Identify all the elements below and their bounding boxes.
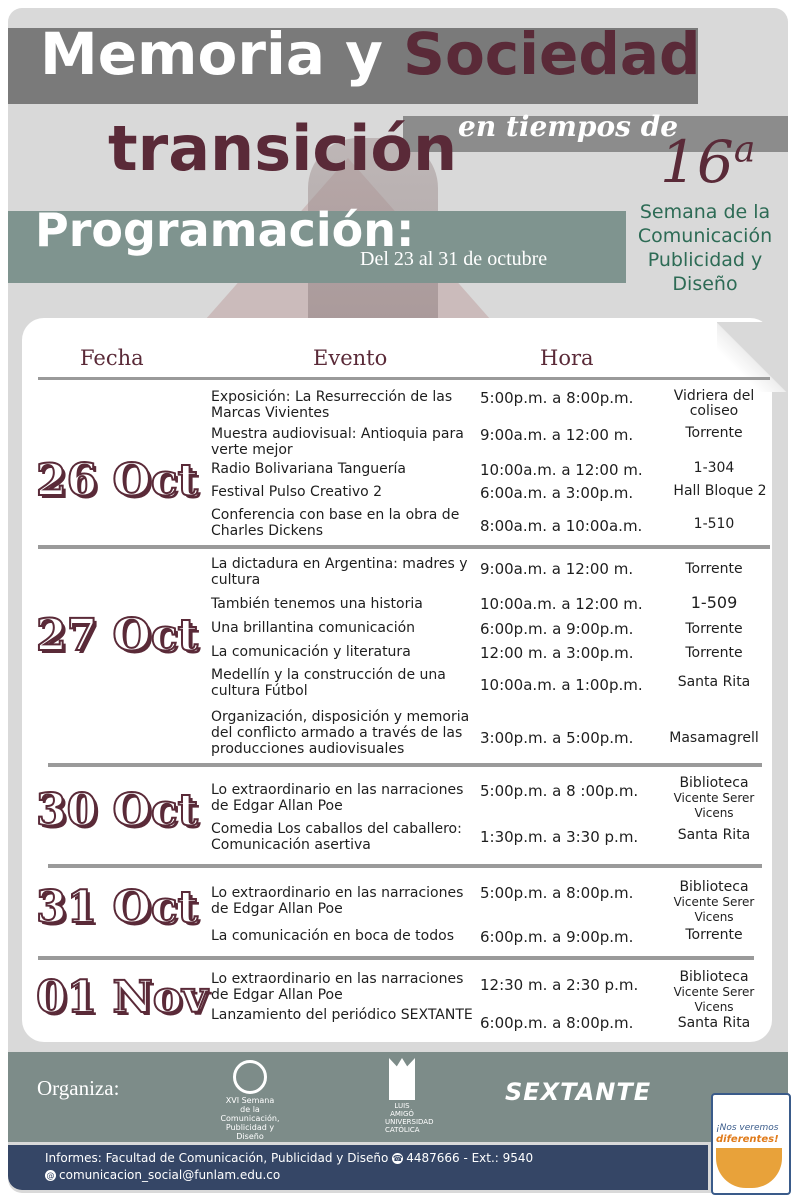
event-item: Lo extraordinario en las narraciones de Edgar Allan Poe <box>211 782 464 814</box>
semana-logo-text: XVI Semana de la Comunicación, Publicidad y Diseño <box>220 1096 280 1141</box>
event-place: Santa Rita <box>677 1015 751 1031</box>
event-item: La comunicación y literatura <box>211 644 411 660</box>
place-main: Biblioteca <box>679 969 749 985</box>
event-place <box>655 776 773 821</box>
event-time: 9:00a.m. a 12:00 m. <box>480 560 634 578</box>
semana-logo-icon <box>233 1060 267 1094</box>
info-text: Informes: Facultad de Comunicación, Publicidad y Diseño <box>45 1151 389 1165</box>
place-detail: Vicente Serer Vicens <box>673 985 755 1014</box>
section-title: Programación: <box>35 203 415 257</box>
col-header-fecha: Fecha <box>80 346 144 370</box>
semana-logo <box>220 1060 280 1141</box>
badge-line2: diferentes! <box>716 1134 779 1145</box>
event-item: Festival Pulso Creativo 2 <box>211 484 383 500</box>
event-time: 5:00p.m. a 8:00p.m. <box>480 884 634 902</box>
date-31-oct: 31 Oct <box>36 882 198 933</box>
amigo-logo-icon <box>389 1058 415 1100</box>
col-header-evento: Evento <box>313 346 388 370</box>
place-main: Biblioteca <box>679 775 749 791</box>
organiza-label: Organiza: <box>37 1076 120 1100</box>
day-divider <box>48 864 762 868</box>
event-place: 1-304 <box>693 460 735 476</box>
edition-number <box>660 128 755 196</box>
event-time: 6:00p.m. a 9:00p.m. <box>480 928 634 946</box>
event-place: Torrente <box>685 621 743 637</box>
event-place: Torrente <box>685 927 743 943</box>
event-item: Medellín y la construcción de una cultura Fútbol <box>211 667 446 699</box>
event-item: También tenemos una historia <box>211 596 423 612</box>
event-item: Exposición: La Resurrección de las Marcas Vivientes <box>211 389 453 421</box>
event-item: Lo extraordinario en las narraciones de Edgar Allan Poe <box>211 885 464 917</box>
event-time: 10:00a.m. a 12:00 m. <box>480 461 643 479</box>
event-place <box>655 880 773 925</box>
email-icon: @ <box>46 1171 55 1180</box>
event-place <box>655 970 773 1015</box>
page-curl <box>717 322 787 392</box>
date-01-nov: 01 Nov <box>36 972 208 1023</box>
place-main: Biblioteca <box>679 879 749 895</box>
event-time: 12:00 m. a 3:00p.m. <box>480 644 634 662</box>
event-item: Lo extraordinario en las narraciones de Edgar Allan Poe <box>211 971 464 1003</box>
event-item: Radio Bolivariana Tanguería <box>211 461 407 477</box>
date-range: Del 23 al 31 de octubre <box>360 248 548 270</box>
sextante-logo: SEXTANTE <box>505 1078 652 1106</box>
event-time: 6:00a.m. a 3:00p.m. <box>480 484 634 502</box>
event-time: 1:30p.m. a 3:30 p.m. <box>480 828 639 846</box>
event-time: 8:00a.m. a 10:00a.m. <box>480 517 643 535</box>
day-divider <box>48 763 762 767</box>
edition-suffix: a <box>733 129 756 171</box>
event-place: Torrente <box>685 425 743 441</box>
event-place: Torrente <box>685 561 743 577</box>
event-item: Lanzamiento del periódico SEXTANTE <box>211 1007 473 1023</box>
event-name: Semana de la Comunicación Publicidad y Diseño <box>637 201 773 295</box>
event-item: Una brillantina comunicación <box>211 620 416 636</box>
event-place: Torrente <box>685 645 743 661</box>
title-transicion: transición <box>108 112 458 185</box>
event-place: 1-510 <box>693 516 735 532</box>
event-time: 9:00a.m. a 12:00 m. <box>480 426 634 444</box>
day-divider <box>38 545 770 549</box>
phone-icon: ☎ <box>392 1154 403 1163</box>
event-item: Conferencia con base en la obra de Charles Dickens <box>211 507 460 539</box>
amigo-logo <box>385 1058 434 1134</box>
col-header-hora: Hora <box>540 346 594 370</box>
event-place: 1-509 <box>690 593 738 612</box>
title-part2: Sociedad <box>403 20 701 88</box>
phone-number: 4487666 - Ext.: 9540 <box>406 1151 534 1165</box>
event-time: 5:00p.m. a 8:00p.m. <box>480 389 634 407</box>
date-27-oct: 27 Oct <box>36 610 198 661</box>
event-item: La comunicación en boca de todos <box>211 928 454 944</box>
title-tagline: en tiempos de <box>458 110 679 143</box>
event-item: La dictadura en Argentina: madres y cultura <box>211 556 468 588</box>
edition-num: 16 <box>660 128 734 196</box>
event-item: Comedia Los caballos del caballero: Comunicación asertiva <box>211 821 462 853</box>
event-place: Santa Rita <box>677 674 751 690</box>
amigo-logo-sub: UNIVERSIDAD CATÓLICA <box>385 1118 434 1134</box>
event-place: Hall Bloque 2 <box>673 483 767 499</box>
badge-line1: ¡Nos veremos <box>716 1123 779 1133</box>
event-time: 5:00p.m. a 8 :00p.m. <box>480 782 639 800</box>
title-part1: Memoria y <box>40 20 383 88</box>
header-divider <box>38 377 770 380</box>
day-divider <box>38 956 754 960</box>
event-place: Santa Rita <box>677 827 751 843</box>
event-time: 10:00a.m. a 12:00 m. <box>480 595 643 613</box>
email-address: comunicacion_social@funlam.edu.co <box>59 1168 281 1182</box>
title-memoria <box>40 20 701 88</box>
info-line <box>45 1151 533 1165</box>
place-detail: Vicente Serer Vicens <box>673 791 755 820</box>
event-time: 6:00p.m. a 9:00p.m. <box>480 620 634 638</box>
event-time: 6:00p.m. a 8:00p.m. <box>480 1014 634 1032</box>
email-line <box>45 1168 280 1182</box>
date-30-oct: 30 Oct <box>36 785 198 836</box>
event-item: Organización, disposición y memoria del conflicto armado a través de las producciones audiovisuales <box>211 709 470 757</box>
event-time: 12:30 m. a 2:30 p.m. <box>480 976 639 994</box>
place-detail: Vicente Serer Vicens <box>673 895 755 924</box>
event-place: Masamagrell <box>669 730 759 746</box>
date-26-oct: 26 Oct <box>36 455 198 506</box>
event-item: Muestra audiovisual: Antioquia para verte mejor <box>211 426 464 458</box>
event-time: 10:00a.m. a 1:00p.m. <box>480 676 643 694</box>
event-place: Vidriera del coliseo <box>673 388 755 419</box>
event-time: 3:00p.m. a 5:00p.m. <box>480 729 634 747</box>
amigo-logo-text: LUIS AMIGÓ <box>390 1102 414 1118</box>
